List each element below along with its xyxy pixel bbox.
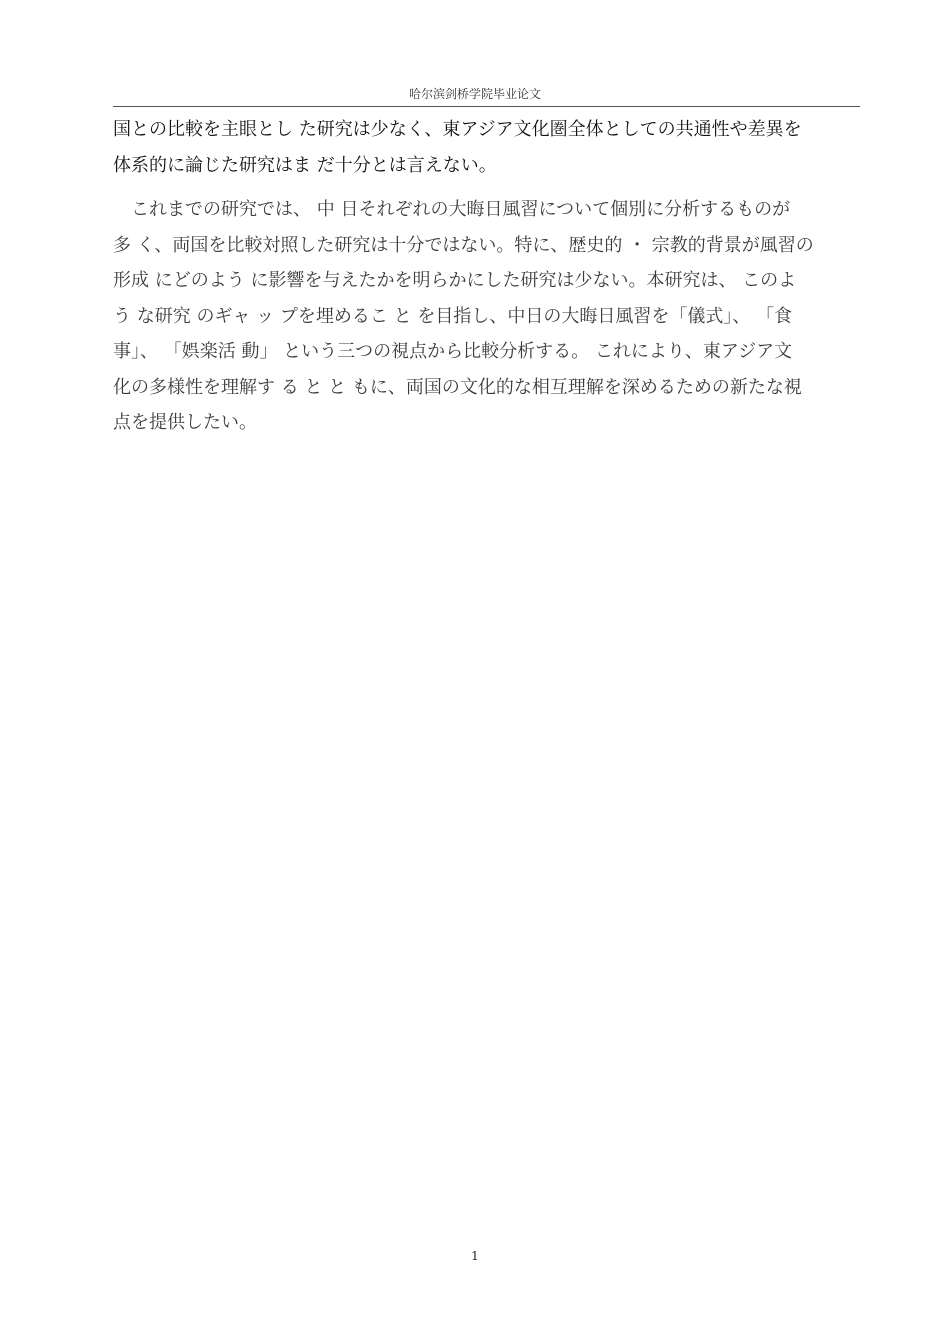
- text-line: これまでの研究では、 中 日それぞれの大晦日風習について個別に分析するものが: [113, 199, 791, 220]
- text-line: う な研究 のギャ ッ プを埋めるこ と を目指し、中日の大晦日風習を「儀式」、 「食: [113, 305, 793, 327]
- paragraph-gap: [113, 183, 860, 192]
- text-line: 多 く、両国を比較対照した研究は十分ではない。特に、歴史的 ・ 宗教的背景が風習の: [113, 234, 814, 256]
- text-line: 形成 にどのよう に影響を与えたかを明らかにした研究は少ない。本研究は、 このよ: [113, 270, 797, 291]
- text-line: 点を提供したい。: [113, 412, 257, 433]
- page-number: 1: [471, 1249, 479, 1263]
- text-line: 体系的に論じた研究はま だ十分とは言えない。: [113, 154, 497, 176]
- header-rule: [113, 106, 860, 107]
- body-text: [113, 112, 860, 441]
- text-line: 国との比較を主眼とし た研究は少なく、東アジア文化圏全体としての共通性や差異を: [113, 119, 802, 140]
- text-line: 事」、 「娯楽活 動」 という三つの視点から比較分析する。 これにより、東アジア文: [113, 341, 793, 362]
- paragraph-1: [113, 112, 860, 183]
- running-header-title: 哈尔滨剑桥学院毕业论文: [408, 87, 541, 101]
- text-line: 化の多様性を理解す る と と もに、両国の文化的な相互理解を深めるための新たな視: [113, 376, 802, 398]
- paragraph-2: [113, 192, 860, 441]
